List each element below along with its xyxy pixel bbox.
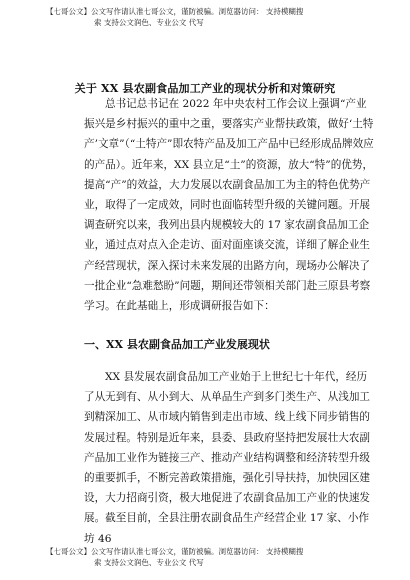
status-paragraph: XX 县发展农副食品加工产业始于上世纪七十年代，经历了从无到有、从小到大、从单品生产到多门类生产、从浅加工到精深加工、从市域内销售到走出市域、线上线下同步销售的发展过程。特别是近年来，县委、县政府坚持把发展壮大农副产品加工业作为链接三产、推动产业结构调整和经济转型升级的重要抓手，不断完善政策措施，强化引导扶持，加快园区建设，大力招商引资，极大地促进了农副食品加工产业的快速发展。截至目前，全县注册农副食品生产经营企业 17 家、小作坊 46 (84, 371, 371, 545)
intro-paragraph: 总书记总书记在 2022 年中央农村工作会议上强调“产业振兴是乡村振兴的重中之重，要落实产业帮扶政策，做好‘土特产’文章”（“土特产”即农特产品及加工产品中已经形成品牌效应的产品）。近年来，XX 县立足“土”的资源，放大“特”的优势，提高“产”的效益，大力发展以农副食品加工为主的特色优势产业，取得了一定成效，同时也面临转型升级的关键问题。开展调查研究以来，我列出县内规模较大的 17 家农副食品加工企业，通过点对点入企走访、面对面座谈交流，详细了解企业生产经营现状，深入探讨未来发展的出路方向，现场办公解决了一批企业“急难愁盼”问题，期间还带领相关部门赴三原县考察学习。在此基础上，形成调研报告如下： (84, 98, 374, 313)
footer-banner-line-2: 索 支持公文润色、专业公文 代写 (94, 558, 204, 567)
footer-banner-line-1: 【七哥公文】公文写作请认准七哥公文，谨防被骗。浏览器访问： 支持模糊搜 (46, 547, 304, 556)
footer-banner (46, 546, 386, 568)
status-section (84, 367, 374, 549)
intro-section (84, 94, 374, 316)
header-banner-line-2: 索 支持公文润色、专业公文 代写 (94, 18, 204, 27)
document-title: 关于 XX 县农副食品加工产业的现状分析和对策研究 (74, 82, 336, 95)
section-heading: 一、XX 县农副食品加工产业发展现状 (84, 338, 270, 351)
header-banner-line-1: 【七哥公文】公文写作请认准七哥公文，谨防被骗。浏览器访问： 支持模糊搜 (46, 7, 304, 16)
header-banner (46, 6, 386, 28)
